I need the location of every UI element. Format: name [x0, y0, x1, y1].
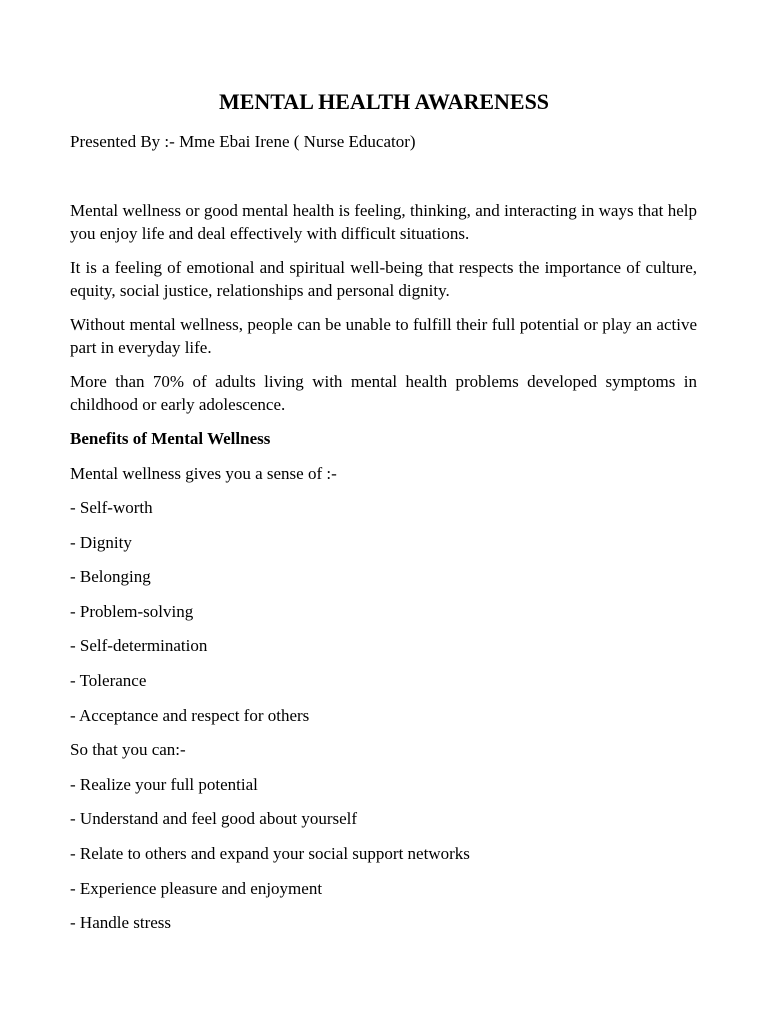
can-list-item: - Relate to others and expand your social support networks [70, 844, 470, 864]
can-list-item: - Experience pleasure and enjoyment [70, 878, 323, 898]
paragraph-feeling: It is a feeling of emotional and spiritual well-being that respects the importance of culture, equity, social justice, relationships and personal dignity. [70, 258, 697, 300]
sense-list-item: - Self-worth [70, 498, 153, 518]
sense-list-item: - Problem-solving [70, 601, 194, 621]
can-list-item: - Realize your full potential [70, 774, 258, 794]
can-list-item: - Understand and feel good about yourself [70, 809, 358, 829]
can-intro: So that you can:- [70, 740, 186, 760]
can-list-item: - Handle stress [70, 913, 172, 933]
presenter-line: Presented By :- Mme Ebai Irene ( Nurse Educator) [70, 132, 416, 151]
paragraph-definition: Mental wellness or good mental health is feeling, thinking, and interacting in ways that help you enjoy life and deal effectively with difficult situations. [70, 201, 697, 243]
sense-list-item: - Tolerance [70, 671, 147, 691]
sense-intro: Mental wellness gives you a sense of :- [70, 463, 337, 483]
paragraph-statistic: More than 70% of adults living with mental health problems developed symptoms in childhood or early adolescence. [70, 372, 697, 414]
sense-list-item: - Dignity [70, 532, 132, 552]
sense-list-item: - Self-determination [70, 636, 208, 656]
sense-list-item: - Belonging [70, 567, 151, 587]
document-title: MENTAL HEALTH AWARENESS [218, 89, 550, 114]
benefits-heading: Benefits of Mental Wellness [70, 429, 271, 448]
document-body [70, 200, 697, 947]
sense-list-item: - Acceptance and respect for others [70, 705, 310, 725]
paragraph-without-wellness: Without mental wellness, people can be unable to fulfill their full potential or play an active part in everyday life. [70, 315, 697, 357]
